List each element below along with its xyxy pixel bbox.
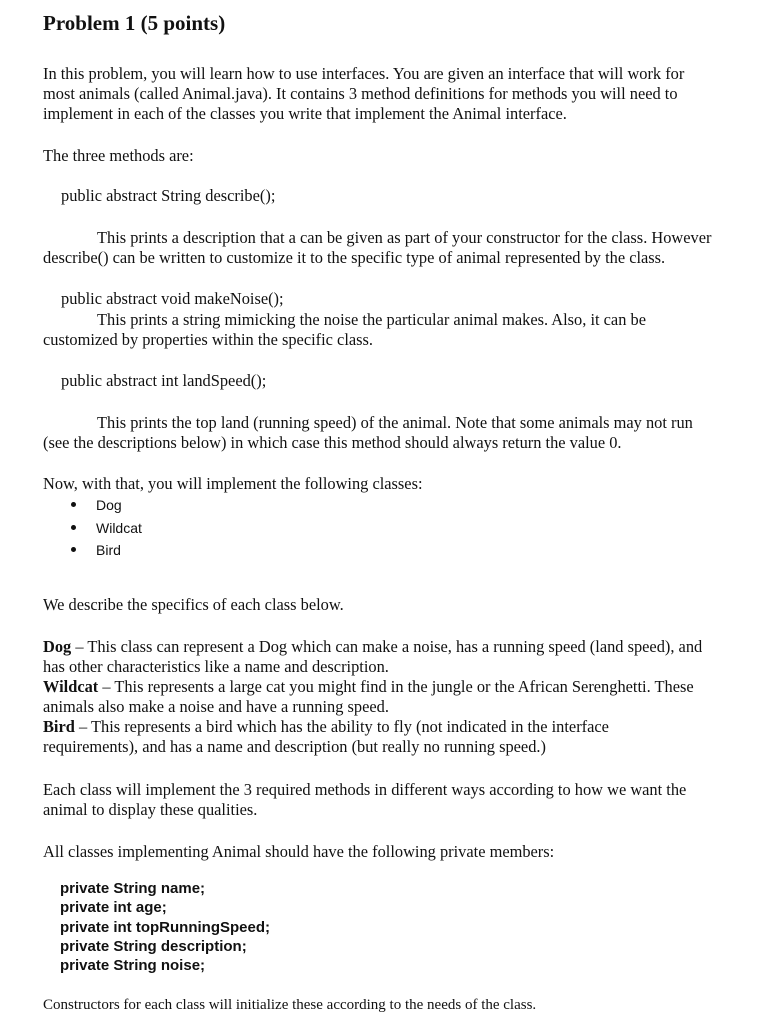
description-line: This prints a description that a can be given as part of your constructor for the class. However [97,228,712,247]
class-list [60,494,142,562]
heading-text: We describe the specifics of each class below. [43,595,344,614]
intro-paragraph [43,64,768,124]
member-line: private int topRunningSpeed; [60,918,270,936]
paragraph-line: animal to display these qualities. [43,800,258,819]
intro-line: implement in each of the classes you write that implement the Animal interface. [43,104,567,123]
class-name: Wildcat [43,677,99,696]
heading-text: All classes implementing Animal should have the following private members: [43,842,555,861]
description-line: describe() can be written to customize it to the specific type of animal represented by the class. [43,248,666,267]
describe-description [43,228,768,268]
implement-heading [43,474,768,494]
list-item [60,539,142,562]
land-speed-signature: public abstract int landSpeed(); [61,371,267,390]
class-name: Dog [96,497,122,513]
make-noise-signature: public abstract void makeNoise(); [61,289,284,308]
closing-text: Constructors for each class will initialize these according to the needs of the class. [43,997,537,1013]
heading-text: Now, with that, you will implement the following classes: [43,474,423,493]
class-description-line: animals also make a noise and have a running speed. [43,697,389,716]
three-methods-heading [43,146,768,166]
paragraph-line: Each class will implement the 3 required methods in different ways according to how we want the [43,780,687,799]
class-name: Dog [43,637,72,656]
each-class-paragraph [43,780,768,820]
class-descriptions [43,637,768,757]
class-description-line [43,677,768,697]
description-line: customized by properties within the specific class. [43,330,373,349]
bullet-icon [71,502,76,507]
make-noise-description [43,310,768,350]
intro-line: most animals (called Animal.java). It contains 3 method definitions for methods you will need to [43,84,678,103]
private-members-code [60,879,270,975]
bullet-icon [71,547,76,552]
land-speed-description [43,413,768,453]
class-description-line: has other characteristics like a name and description. [43,657,389,676]
class-name: Bird [96,542,121,558]
member-line: private int age; [60,899,167,917]
class-description-line [43,717,768,737]
class-description-line: requirements), and has a name and description (but really no running speed.) [43,737,546,756]
list-item [60,517,142,540]
description-line: (see the descriptions below) in which case this method should always return the value 0. [43,433,622,452]
member-line: private String name; [60,880,206,897]
description-line: This prints the top land (running speed) of the animal. Note that some animals may not run [97,413,693,432]
intro-line: In this problem, you will learn how to use interfaces. You are given an interface that will work for [43,64,685,83]
description-text: – This represents a bird which has the ability to fly (not indicated in the interface [74,717,609,736]
bullet-icon [71,525,76,530]
member-line: private String description; [60,937,247,955]
class-name: Wildcat [96,519,142,536]
class-name: Bird [43,717,75,736]
class-description-line [43,637,768,657]
describe-signature: public abstract String describe(); [61,186,276,205]
heading-text: The three methods are: [43,146,194,165]
specifics-heading [43,595,768,615]
private-members-heading [43,842,768,862]
description-line: This prints a string mimicking the noise the particular animal makes. Also, it can be [97,310,646,329]
member-line: private String noise; [60,957,206,975]
description-text: – This represents a large cat you might find in the jungle or the African Serenghetti. These [98,677,694,696]
problem-title: Problem 1 (5 points) [43,11,226,35]
list-item [60,494,142,517]
description-text: – This class can represent a Dog which can make a noise, has a running speed (land speed), and [71,637,703,656]
